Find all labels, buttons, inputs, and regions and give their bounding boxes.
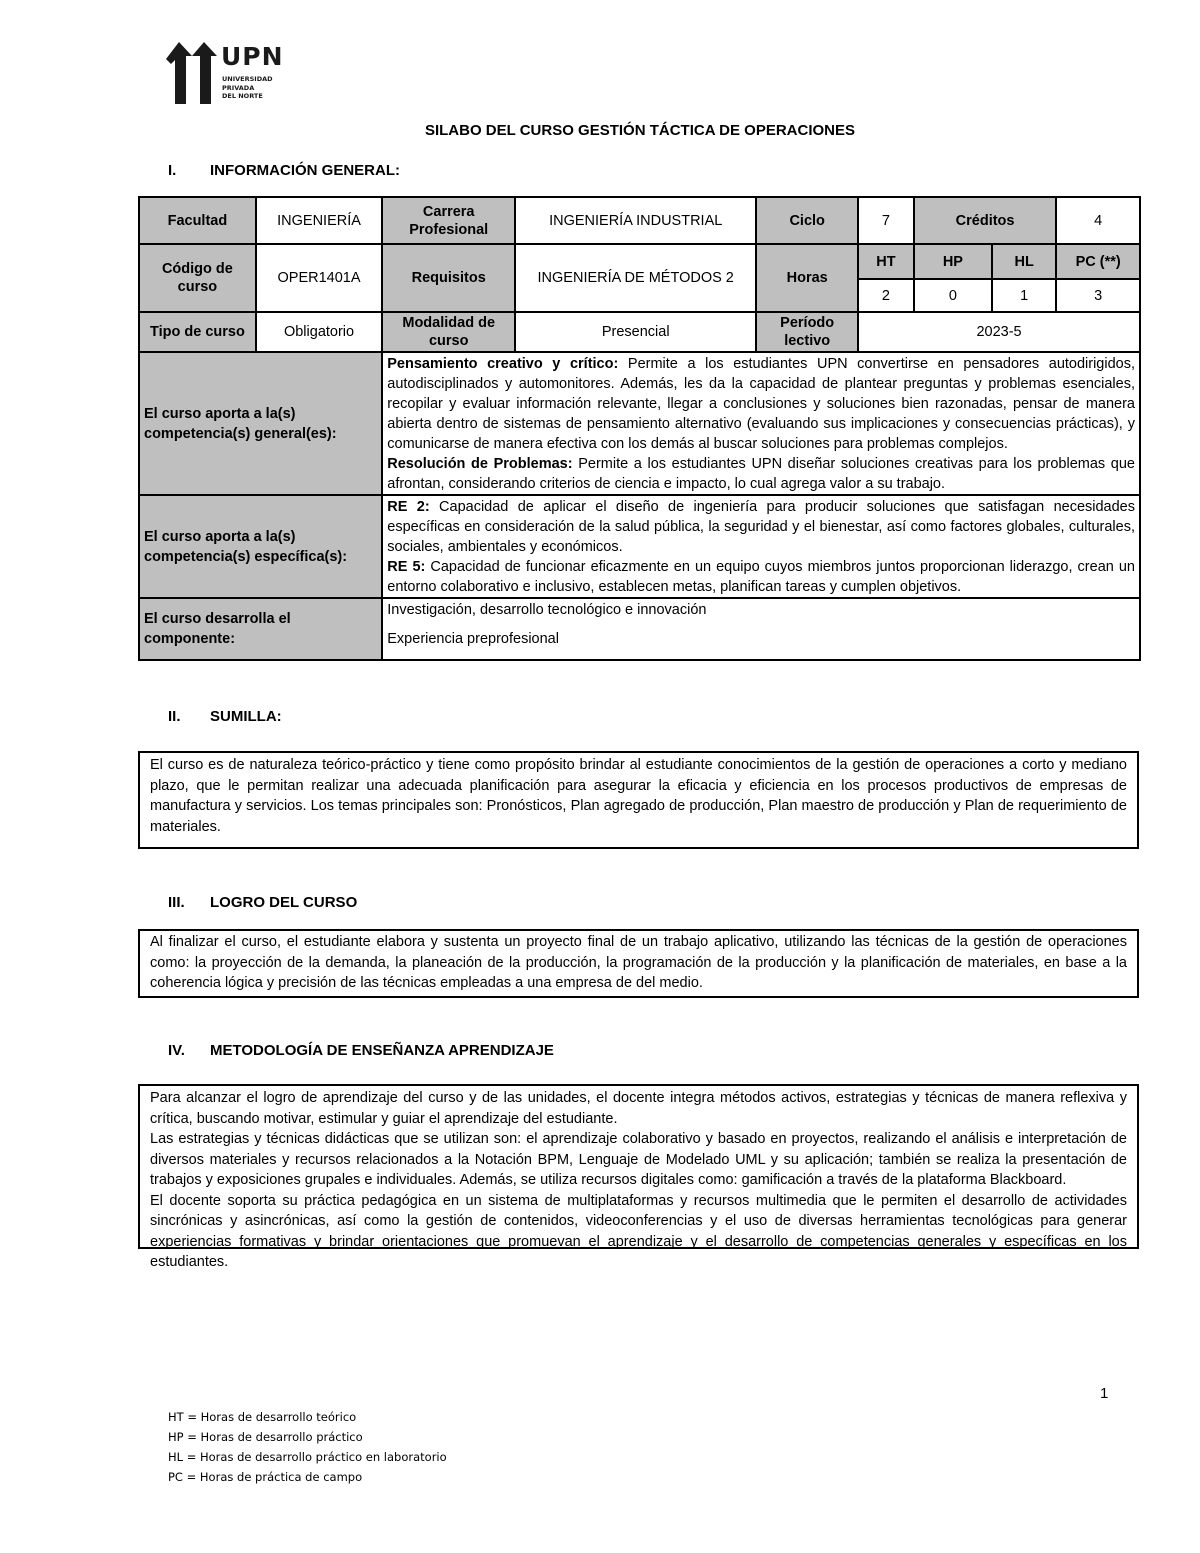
tipo-label: Tipo de curso [139, 312, 256, 352]
section-heading-metodologia: IV. METODOLOGÍA DE ENSEÑANZA APRENDIZAJE [168, 1042, 554, 1059]
creditos-label: Créditos [914, 197, 1057, 244]
document-title: SILABO DEL CURSO GESTIÓN TÁCTICA DE OPERACIONES [424, 122, 856, 139]
page-number: 1 [1100, 1385, 1109, 1402]
ht-value: 2 [858, 279, 914, 312]
modalidad-label: Modalidad de curso [382, 312, 515, 352]
hl-value: 1 [992, 279, 1056, 312]
carrera-value: INGENIERÍA INDUSTRIAL [515, 197, 756, 244]
competencia-general-label: El curso aporta a la(s) competencia(s) general(es): [139, 352, 382, 495]
upn-arrow-icon [166, 42, 220, 108]
metodologia-box [138, 1084, 1139, 1270]
facultad-label: Facultad [139, 197, 256, 244]
ht-label: HT [858, 244, 914, 279]
logo-subtitle: UNIVERSIDAD PRIVADA DEL NORTE [222, 75, 273, 100]
componente-label: El curso desarrolla el componente: [139, 598, 382, 660]
competencia-general-text: Pensamiento creativo y crítico: Permite a los estudiantes UPN convertirse en pensadores autodirigidos, autodisciplinados y automonitores. Además, les da la capacidad de plantear preguntas y problemas esenciales, recopilar y evaluar información relevante, llegar a conclusiones y soluciones bien razonadas, pensar de manera abierta dentro de sistemas de pensamiento alternativo (evaluando sus implicaciones y consecuencias prácticas), y comunicarse de manera efectiva con los demás al buscar soluciones para problemas complejos. Resolución de Problemas: Permite a los estudiantes UPN diseñar soluciones creativas para los problemas que afrontan, considerando criterios de ciencia e impacto, lo cual agrega valor a su trabajo. [382, 352, 1140, 495]
ciclo-label: Ciclo [756, 197, 858, 244]
section-heading-informacion: I. INFORMACIÓN GENERAL: [168, 162, 400, 179]
tipo-value: Obligatorio [256, 312, 382, 352]
creditos-value: 4 [1056, 197, 1140, 244]
legend-item: HP = Horas de desarrollo práctico [168, 1430, 363, 1444]
pc-label: PC (**) [1056, 244, 1140, 279]
section-heading-logro: III. LOGRO DEL CURSO [168, 894, 358, 911]
legend-item: PC = Horas de práctica de campo [168, 1470, 363, 1484]
legend-item: HL = Horas de desarrollo práctico en laboratorio [168, 1450, 447, 1464]
general-info-table [138, 196, 1141, 661]
pc-value: 3 [1056, 279, 1140, 312]
legend-item: HT = Horas de desarrollo teórico [168, 1410, 357, 1424]
hp-label: HP [914, 244, 992, 279]
hours-legend [168, 1407, 447, 1487]
horas-label: Horas [756, 244, 858, 312]
metodologia-paragraph-2: Las estrategias y técnicas didácticas que se utilizan son: el aprendizaje colaborativo y basado en proyectos, realizando el análisis e interpretación de diversos materiales y recursos relacionados a la Notación BPM, Lenguaje de Modelado UML y su aplicación; también se realiza la presentación de trabajos y exposiciones grupales e individuales. Además, se utiliza recursos digitales como: gamificación a través de la plataforma Blackboard. [150, 1131, 1127, 1188]
hl-label: HL [992, 244, 1056, 279]
competencia-especifica-text: RE 2: Capacidad de aplicar el diseño de ingeniería para producir soluciones que satisfagan necesidades específicas en consideración de la salud pública, la seguridad y el bienestar, así como factores globales, culturales, sociales, ambientales y económicos. RE 5: Capacidad de funcionar eficazmente en un equipo cuyos miembros juntos proporcionan liderazgo, crean un entorno colaborativo e inclusivo, establecen metas, planifican tareas y cumplen objetivos. [382, 495, 1140, 598]
requisitos-value: INGENIERÍA DE MÉTODOS 2 [515, 244, 756, 312]
modalidad-value: Presencial [515, 312, 756, 352]
metodologia-paragraph-3: El docente soporta su práctica pedagógica en un sistema de multiplataformas y recursos multimedia que le permiten el desarrollo de actividades sincrónicas y asincrónicas, así como la gestión de contenidos, videoconferencias y el uso de diversas herramientas tecnológicas para generar experiencias formativas y brindar orientaciones que promuevan el aprendizaje y el desarrollo de competencias generales y específicas en los estudiantes. [150, 1192, 1127, 1270]
componente-text: Investigación, desarrollo tecnológico e innovación Experiencia preprofesional [382, 598, 1140, 660]
codigo-value: OPER1401A [256, 244, 382, 312]
sumilla-box: El curso es de naturaleza teórico-práctico y tiene como propósito brindar al estudiante conocimientos de la gestión de operaciones a corto y mediano plazo, que le permitan realizar una adecuada planificación para asegurar la eficacia y eficiencia en los procesos productivos de empresas de manufactura y servicios. Los temas principales son: Pronósticos, Plan agregado de producción, Plan maestro de producción y Plan de requerimiento de materiales. [138, 751, 1139, 849]
periodo-value: 2023-5 [858, 312, 1140, 352]
section-heading-sumilla: II. SUMILLA: [168, 708, 282, 725]
requisitos-label: Requisitos [382, 244, 515, 312]
logro-box: Al finalizar el curso, el estudiante elabora y sustenta un proyecto final de un trabajo aplicativo, utilizando las técnicas de la gestión de operaciones como: la proyección de la demanda, la planeación de la producción, la programación de la producción y la planificación de materiales, en base a la coherencia lógica y precisión de las técnicas empleadas a una empresa de del medio. [138, 929, 1139, 998]
hp-value: 0 [914, 279, 992, 312]
competencia-especifica-label: El curso aporta a la(s) competencia(s) específica(s): [139, 495, 382, 598]
periodo-label: Período lectivo [756, 312, 858, 352]
ciclo-value: 7 [858, 197, 914, 244]
metodologia-paragraph-1: Para alcanzar el logro de aprendizaje del curso y de las unidades, el docente integra métodos activos, estrategias y técnicas de manera reflexiva y crítica, buscando motivar, estimular y guiar el aprendizaje del estudiante. [150, 1090, 1127, 1127]
carrera-label: Carrera Profesional [382, 197, 515, 244]
facultad-value: INGENIERÍA [256, 197, 382, 244]
logo-word: UPN [221, 42, 284, 71]
upn-logo [166, 42, 284, 108]
codigo-label: Código de curso [139, 244, 256, 312]
